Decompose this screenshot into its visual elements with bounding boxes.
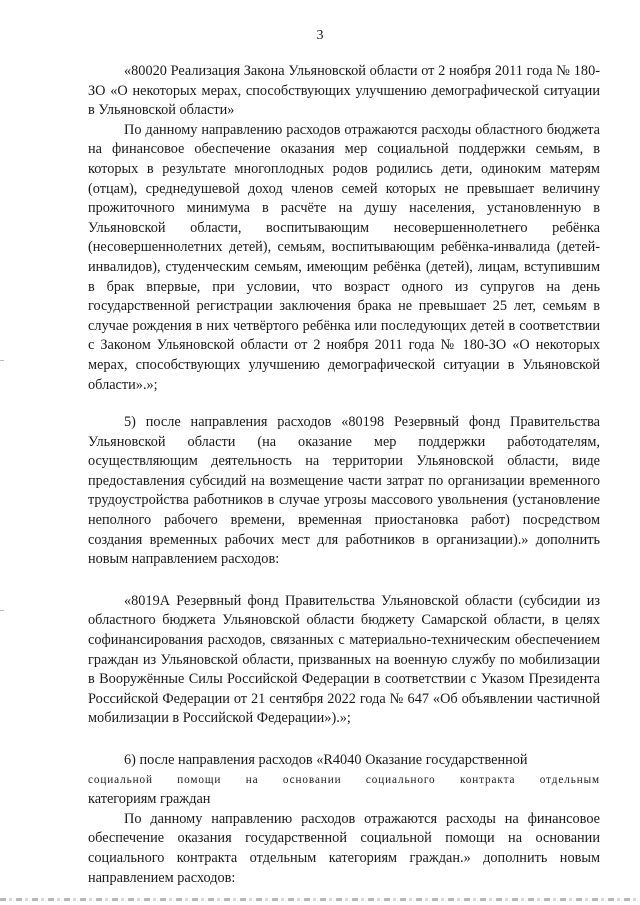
paragraph-8019a: «8019А Резервный фонд Правительства Ульяновской области (субсидии из областного бюджета Ульяновской области бюджету Самарской области, в целях софинансирования расходов, связанных с материально-техническим обеспечением граждан из Ульяновской области, призванных на военную службу по мобилизации в Вооружённые Силы Российской Федерации в соответствии с Указом Президента Российской Федерации от 21 сентября 2022 года № 647 «Об объявлении частичной мобилизации в Российской Федерации»).»; — [88, 592, 600, 727]
page-number: 3 — [316, 28, 324, 43]
scan-bottom-noise — [0, 898, 640, 901]
paragraph-item-6-line3: категориям граждан — [88, 791, 211, 808]
paragraph-80020-description: По данному направлению расходов отражаются расходы областного бюджета на финансовое обеспечение оказания мер социальной поддержки семьям, в которых в результате многоплодных родов родились дети, одиноким матерям (отцам), среднедушевой доход членов семей которых не превышает величину прожиточного минимума в расчёте на душу населения, установленную в Ульяновской области, воспитывающим несовершеннолетнего ребёнка (несовершеннолетних детей), семьям, воспитывающим ребёнка-инвалида (детей-инвалидов), студенческим семьям, имеющим ребёнка (детей), лицам, вступившим в брак впервые, при условии, что возраст одного из супругов на день государственной регистрации заключения брака не превышает 25 лет, семьям в случае рождения в них четвёртого ребёнка или последующих детей в соответствии с Законом Ульяновской области от 2 ноября 2011 года № 180-ЗО «О некоторых мерах, способствующих улучшению демографической ситуации в Ульяновской области».»; — [88, 121, 600, 393]
paragraph-r4040-description: По данному направлению расходов отражаются расходы на финансовое обеспечение оказания государственной социальной помощи на основании социального контракта отдельным категориям граждан.» дополнить новым направлением расходов: — [88, 810, 600, 886]
paragraph-80020-title: «80020 Реализация Закона Ульяновской области от 2 ноября 2011 года № 180-ЗО «О некоторых мерах, способствующих улучшению демографической ситуации в Ульяновской области» — [88, 63, 600, 119]
document-body — [88, 62, 600, 888]
scan-edge-mark — [0, 610, 4, 611]
paragraph-item-5: 5) после направления расходов «80198 Резервный фонд Правительства Ульяновской области (на оказание мер поддержки работодателям, осуществляющим деятельность на территории Ульяновской области, виде предоставления субсидий на возмещение части затрат по организации временного трудоустройства работников в случае угрозы массового увольнения (установление неполного рабочего времени, временная приостановка работ) посредством создания временных рабочих мест для работников в организации).» дополнить новым направлением расходов: — [88, 414, 600, 568]
paragraph-item-6-line2: социальной помощи на основании социального контракта отдельным — [88, 773, 600, 786]
scan-edge-mark — [0, 360, 4, 361]
paragraph-item-6-line1: 6) после направления расходов «R4040 Оказание государственной — [124, 752, 528, 768]
